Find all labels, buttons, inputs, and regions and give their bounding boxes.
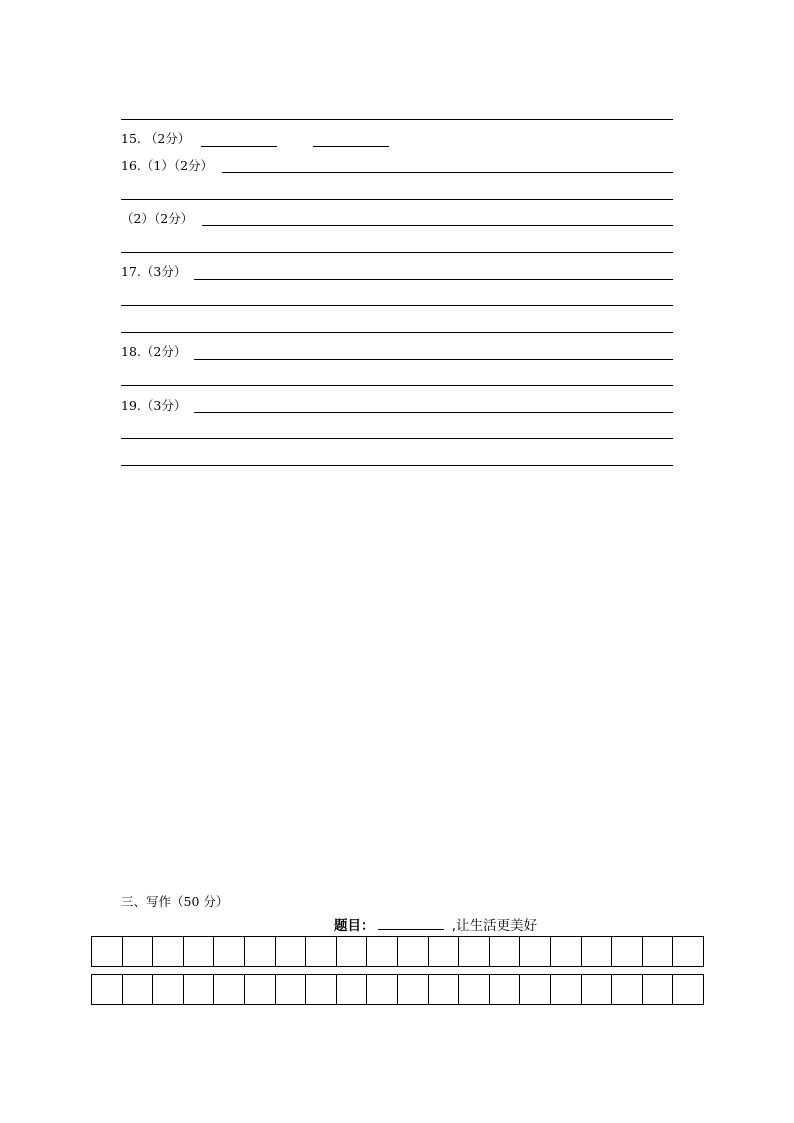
composition-grid-cell[interactable] (612, 975, 643, 1005)
composition-grid-cell[interactable] (184, 975, 215, 1005)
composition-grid-cell[interactable] (490, 975, 521, 1005)
answer-line[interactable] (121, 465, 673, 466)
composition-grid-cell[interactable] (551, 975, 582, 1005)
composition-grid-cell[interactable] (367, 975, 398, 1005)
composition-grid-cell[interactable] (214, 975, 245, 1005)
essay-title-prefix: 题目： (334, 918, 375, 934)
composition-grid-cell[interactable] (276, 975, 307, 1005)
composition-grid-cell[interactable] (551, 937, 582, 967)
composition-grid-cell[interactable] (367, 937, 398, 967)
composition-grid-cell[interactable] (459, 937, 490, 967)
essay-title-suffix: ,让生活更美好 (447, 918, 538, 934)
essay-title-blank[interactable] (378, 917, 444, 930)
answer-line (121, 119, 673, 120)
answer-line[interactable] (121, 438, 673, 439)
composition-grid-cell[interactable] (459, 975, 490, 1005)
composition-grid-cell[interactable] (582, 975, 613, 1005)
composition-grid-cell[interactable] (214, 937, 245, 967)
composition-grid-cell[interactable] (520, 975, 551, 1005)
answer-line[interactable] (121, 332, 673, 333)
question-16-2-label: （2）（2分） (121, 211, 194, 226)
composition-grid-cell[interactable] (612, 937, 643, 967)
composition-grid-cell[interactable] (306, 975, 337, 1005)
answer-line[interactable] (121, 252, 673, 253)
composition-grid-cell[interactable] (245, 975, 276, 1005)
composition-grid-cell[interactable] (398, 975, 429, 1005)
question-17-label: 17.（3分） (121, 264, 187, 279)
composition-grid-row (91, 974, 704, 1005)
composition-grid-cell[interactable] (184, 937, 215, 967)
composition-grid-cell[interactable] (276, 937, 307, 967)
answer-line[interactable] (194, 279, 673, 280)
composition-grid-cell[interactable] (643, 975, 674, 1005)
composition-grid-cell[interactable] (429, 975, 460, 1005)
composition-grid-cell[interactable] (673, 975, 704, 1005)
composition-grid-cell[interactable] (582, 937, 613, 967)
answer-line[interactable] (202, 225, 673, 226)
question-15-label: 15. （2分） (121, 131, 191, 146)
answer-line[interactable] (194, 412, 673, 413)
composition-grid-cell[interactable] (398, 937, 429, 967)
composition-grid-cell[interactable] (123, 975, 154, 1005)
answer-line[interactable] (121, 385, 673, 386)
composition-grid-cell[interactable] (92, 975, 123, 1005)
composition-grid-cell[interactable] (92, 937, 123, 967)
composition-grid-cell[interactable] (337, 975, 368, 1005)
answer-line[interactable] (121, 199, 673, 200)
composition-grid-cell[interactable] (673, 937, 704, 967)
answer-line[interactable] (194, 359, 673, 360)
composition-grid-cell[interactable] (520, 937, 551, 967)
composition-grid-cell[interactable] (153, 937, 184, 967)
question-18-label: 18.（2分） (121, 344, 187, 359)
composition-grid-cell[interactable] (153, 975, 184, 1005)
question-15-blank-2[interactable] (313, 146, 389, 147)
composition-grid-cell[interactable] (490, 937, 521, 967)
question-19-label: 19.（3分） (121, 398, 187, 413)
answer-line[interactable] (222, 172, 673, 173)
question-15-blank-1[interactable] (201, 146, 277, 147)
composition-grid-cell[interactable] (123, 937, 154, 967)
composition-grid-cell[interactable] (643, 937, 674, 967)
composition-grid-cell[interactable] (429, 937, 460, 967)
answer-line[interactable] (121, 305, 673, 306)
composition-grid-cell[interactable] (337, 937, 368, 967)
composition-grid-cell[interactable] (245, 937, 276, 967)
composition-grid-cell[interactable] (306, 937, 337, 967)
composition-grid-row (91, 936, 704, 967)
writing-section-title: 三、写作（50 分） (121, 894, 229, 909)
question-16-1-label: 16.（1）（2分） (121, 158, 214, 173)
essay-title (334, 917, 537, 934)
